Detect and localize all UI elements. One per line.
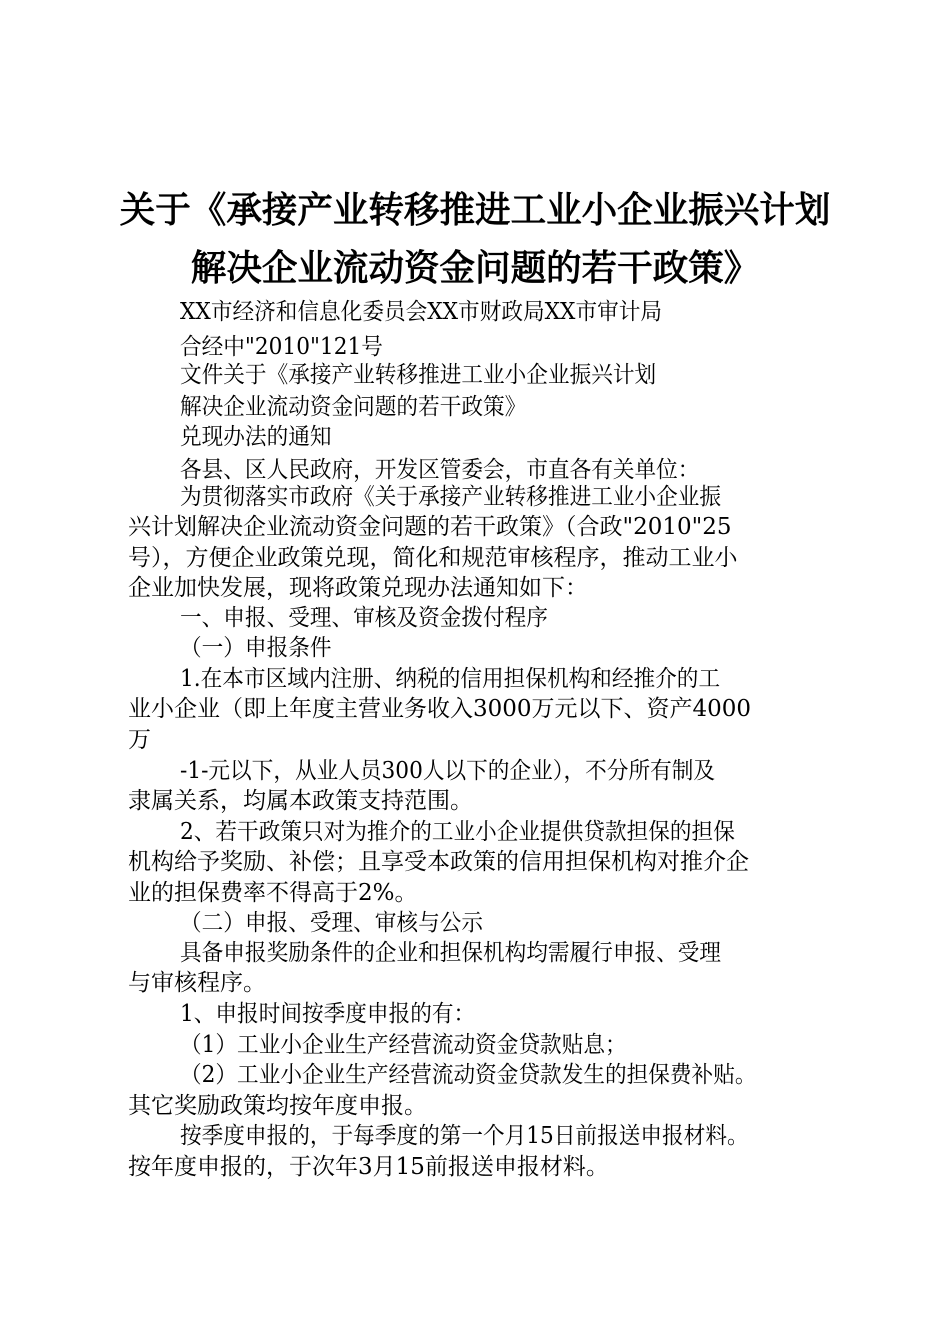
- subject-line-2: 解决企业流动资金问题的若干政策》: [180, 394, 527, 420]
- paragraph-line: 按季度申报的，于每季度的第一个月15日前报送申报材料。: [180, 1123, 749, 1149]
- paragraph-line: -1-元以下，从业人员300人以下的企业），不分所有制及: [180, 758, 716, 784]
- list-item: （2）工业小企业生产经营流动资金贷款发生的担保费补贴。: [180, 1062, 757, 1088]
- paragraph-line: 业小企业（即上年度主营业务收入3000万元以下、资产4000: [128, 696, 752, 722]
- document-title-line-1: 关于《承接产业转移推进工业小企业振兴计划: [119, 189, 831, 231]
- paragraph-line: 机构给予奖励、补偿；且享受本政策的信用担保机构对推介企: [128, 849, 749, 875]
- paragraph-line: 具备申报奖励条件的企业和担保机构均需履行申报、受理: [180, 940, 722, 966]
- paragraph-line: 业的担保费率不得高于2%。: [128, 880, 418, 906]
- list-item: （1）工业小企业生产经营流动资金贷款贴息；: [180, 1032, 627, 1058]
- addressee-line: 各县、区人民政府，开发区管委会，市直各有关单位：: [180, 457, 700, 483]
- paragraph-line: 2、若干政策只对为推介的工业小企业提供贷款担保的担保: [180, 819, 735, 845]
- paragraph-line: 与审核程序。: [128, 970, 266, 996]
- paragraph-line: 其它奖励政策均按年度申报。: [128, 1093, 427, 1119]
- subsection-heading: （二）申报、受理、审核与公示: [180, 910, 484, 936]
- subject-line-1: 文件关于《承接产业转移推进工业小企业振兴计划: [180, 362, 657, 388]
- paragraph-line: 万: [128, 727, 151, 753]
- paragraph-line: 1、申报时间按季度申报的有：: [180, 1001, 476, 1027]
- paragraph-line: 按年度申报的，于次年3月15前报送申报材料。: [128, 1154, 609, 1180]
- section-heading: 一、申报、受理、审核及资金拨付程序: [180, 605, 548, 631]
- paragraph-line: 隶属关系，均属本政策支持范围。: [128, 788, 473, 814]
- paragraph-line: 企业加快发展，现将政策兑现办法通知如下：: [128, 575, 588, 601]
- paragraph-line: 为贯彻落实市政府《关于承接产业转移推进工业小企业振: [180, 484, 722, 510]
- document-title-line-2: 解决企业流动资金问题的若干政策》: [190, 247, 760, 289]
- document-number-line: 合经中"2010"121号: [180, 334, 383, 360]
- paragraph-line: 1.在本市区域内注册、纳税的信用担保机构和经推介的工: [180, 666, 721, 692]
- subsection-heading: （一）申报条件: [180, 635, 332, 661]
- paragraph-line: 号），方便企业政策兑现，简化和规范审核程序，推动工业小: [128, 545, 738, 571]
- issuer-line: XX市经济和信息化委员会XX市财政局XX市审计局: [180, 299, 663, 325]
- paragraph-line: 兴计划解决企业流动资金问题的若干政策》（合政"2010"25: [128, 514, 732, 540]
- subject-line-3: 兑现办法的通知: [180, 424, 332, 450]
